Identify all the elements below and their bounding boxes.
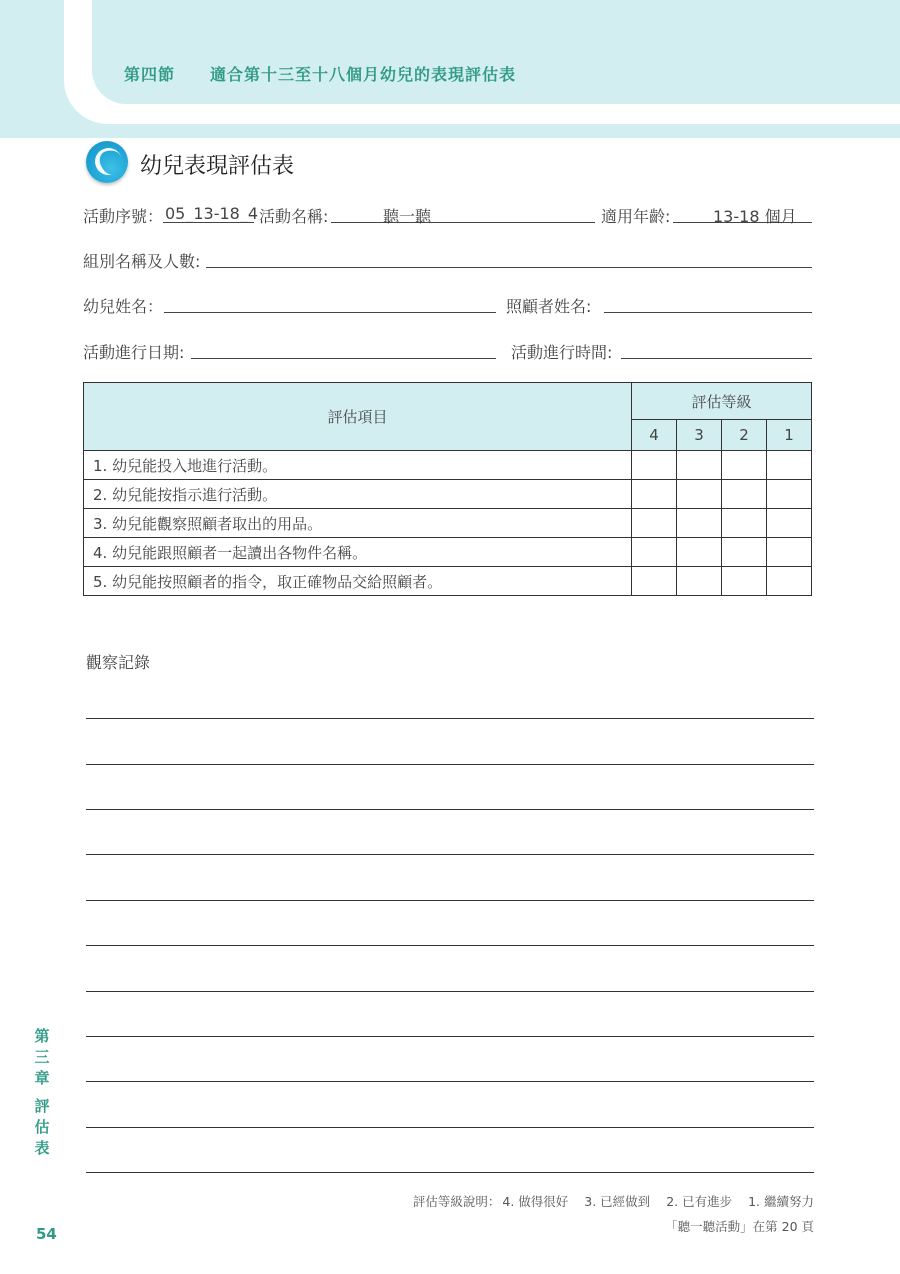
chapter-char: 三 xyxy=(34,1048,50,1066)
observation-line[interactable] xyxy=(86,1127,814,1128)
legend-item: 3. 已經做到 xyxy=(584,1194,651,1209)
legend-item: 2. 已有進步 xyxy=(666,1194,733,1209)
caregiver-name-field[interactable] xyxy=(604,311,812,313)
grade-cell[interactable] xyxy=(632,538,677,567)
activity-number-label: 活動序號： xyxy=(83,207,164,226)
observation-line[interactable] xyxy=(86,718,814,719)
form-title: 幼兒表現評估表 xyxy=(140,154,295,179)
level-header: 4 xyxy=(632,420,677,451)
grade-cell[interactable] xyxy=(632,451,677,480)
grade-cell[interactable] xyxy=(767,567,812,596)
section-label: 第四節 xyxy=(124,65,176,84)
observation-line[interactable] xyxy=(86,1036,814,1037)
observation-line[interactable] xyxy=(86,900,814,901)
item-text: 5. 幼兒能按照顧者的指令，取正確物品交給照顧者。 xyxy=(84,567,632,596)
observation-line[interactable] xyxy=(86,1081,814,1082)
age-label: 適用年齡: xyxy=(601,207,671,226)
date-label: 活動進行日期: xyxy=(83,343,185,362)
grade-cell[interactable] xyxy=(722,538,767,567)
header-panel xyxy=(92,0,900,104)
age-value: 13-18 個月 xyxy=(713,207,797,226)
table-row xyxy=(84,451,812,480)
observation-line[interactable] xyxy=(86,854,814,855)
time-label: 活動進行時間: xyxy=(511,343,613,362)
chapter-char: 估 xyxy=(34,1118,50,1136)
activity-number-value: 05_13-18_4 xyxy=(165,204,259,223)
item-text: 2. 幼兒能按指示進行活動。 xyxy=(84,480,632,509)
bubble-icon xyxy=(86,141,128,183)
date-field[interactable] xyxy=(191,357,496,359)
item-text: 4. 幼兒能跟照顧者一起讀出各物件名稱。 xyxy=(84,538,632,567)
observation-line[interactable] xyxy=(86,809,814,810)
observation-line[interactable] xyxy=(86,764,814,765)
grade-cell[interactable] xyxy=(677,509,722,538)
grade-cell[interactable] xyxy=(767,538,812,567)
legend-prefix: 評估等級說明： xyxy=(412,1194,501,1209)
grade-cell[interactable] xyxy=(767,451,812,480)
level-header: 2 xyxy=(722,420,767,451)
page-number: 54 xyxy=(36,1225,57,1243)
grade-legend xyxy=(413,1192,814,1210)
legend-item: 4. 做得很好 xyxy=(502,1194,569,1209)
grade-cell[interactable] xyxy=(632,567,677,596)
activity-name-field[interactable] xyxy=(331,221,595,223)
legend-item: 1. 繼續努力 xyxy=(748,1194,814,1209)
grade-cell[interactable] xyxy=(677,538,722,567)
child-name-field[interactable] xyxy=(164,311,496,313)
table-row xyxy=(84,509,812,538)
observation-line[interactable] xyxy=(86,991,814,992)
page-reference: 「聽一聽活動」在第 20 頁 xyxy=(665,1219,814,1234)
table-row xyxy=(84,538,812,567)
group-label: 組別名稱及人數: xyxy=(83,252,201,271)
table-row xyxy=(84,567,812,596)
table-row xyxy=(84,480,812,509)
grade-cell[interactable] xyxy=(722,480,767,509)
grade-cell[interactable] xyxy=(632,480,677,509)
observation-line[interactable] xyxy=(86,1172,814,1173)
level-header: 1 xyxy=(767,420,812,451)
time-field[interactable] xyxy=(621,357,812,359)
activity-name-label: 活動名稱: xyxy=(259,207,329,226)
chapter-char: 表 xyxy=(34,1139,50,1157)
grade-cell[interactable] xyxy=(677,480,722,509)
grade-cell[interactable] xyxy=(677,451,722,480)
chapter-char: 第 xyxy=(34,1027,50,1045)
observation-label: 觀察記錄 xyxy=(86,653,151,672)
grade-cell[interactable] xyxy=(722,451,767,480)
activity-name-value: 聽一聽 xyxy=(383,207,432,226)
item-text: 3. 幼兒能觀察照顧者取出的用品。 xyxy=(84,509,632,538)
grade-cell[interactable] xyxy=(722,567,767,596)
grade-cell[interactable] xyxy=(632,509,677,538)
chapter-char: 評 xyxy=(34,1097,50,1115)
item-header: 評估項目 xyxy=(84,383,632,451)
chapter-char: 章 xyxy=(34,1069,50,1087)
section-title: 適合第十三至十八個月幼兒的表現評估表 xyxy=(210,65,517,84)
grade-cell[interactable] xyxy=(722,509,767,538)
caregiver-name-label: 照顧者姓名: xyxy=(506,297,592,316)
grade-header: 評估等級 xyxy=(632,383,812,420)
child-name-label: 幼兒姓名： xyxy=(83,297,164,316)
evaluation-table xyxy=(83,382,812,596)
grade-cell[interactable] xyxy=(677,567,722,596)
item-text: 1. 幼兒能投入地進行活動。 xyxy=(84,451,632,480)
grade-cell[interactable] xyxy=(767,509,812,538)
group-field[interactable] xyxy=(206,266,812,268)
observation-line[interactable] xyxy=(86,945,814,946)
level-header: 3 xyxy=(677,420,722,451)
grade-cell[interactable] xyxy=(767,480,812,509)
